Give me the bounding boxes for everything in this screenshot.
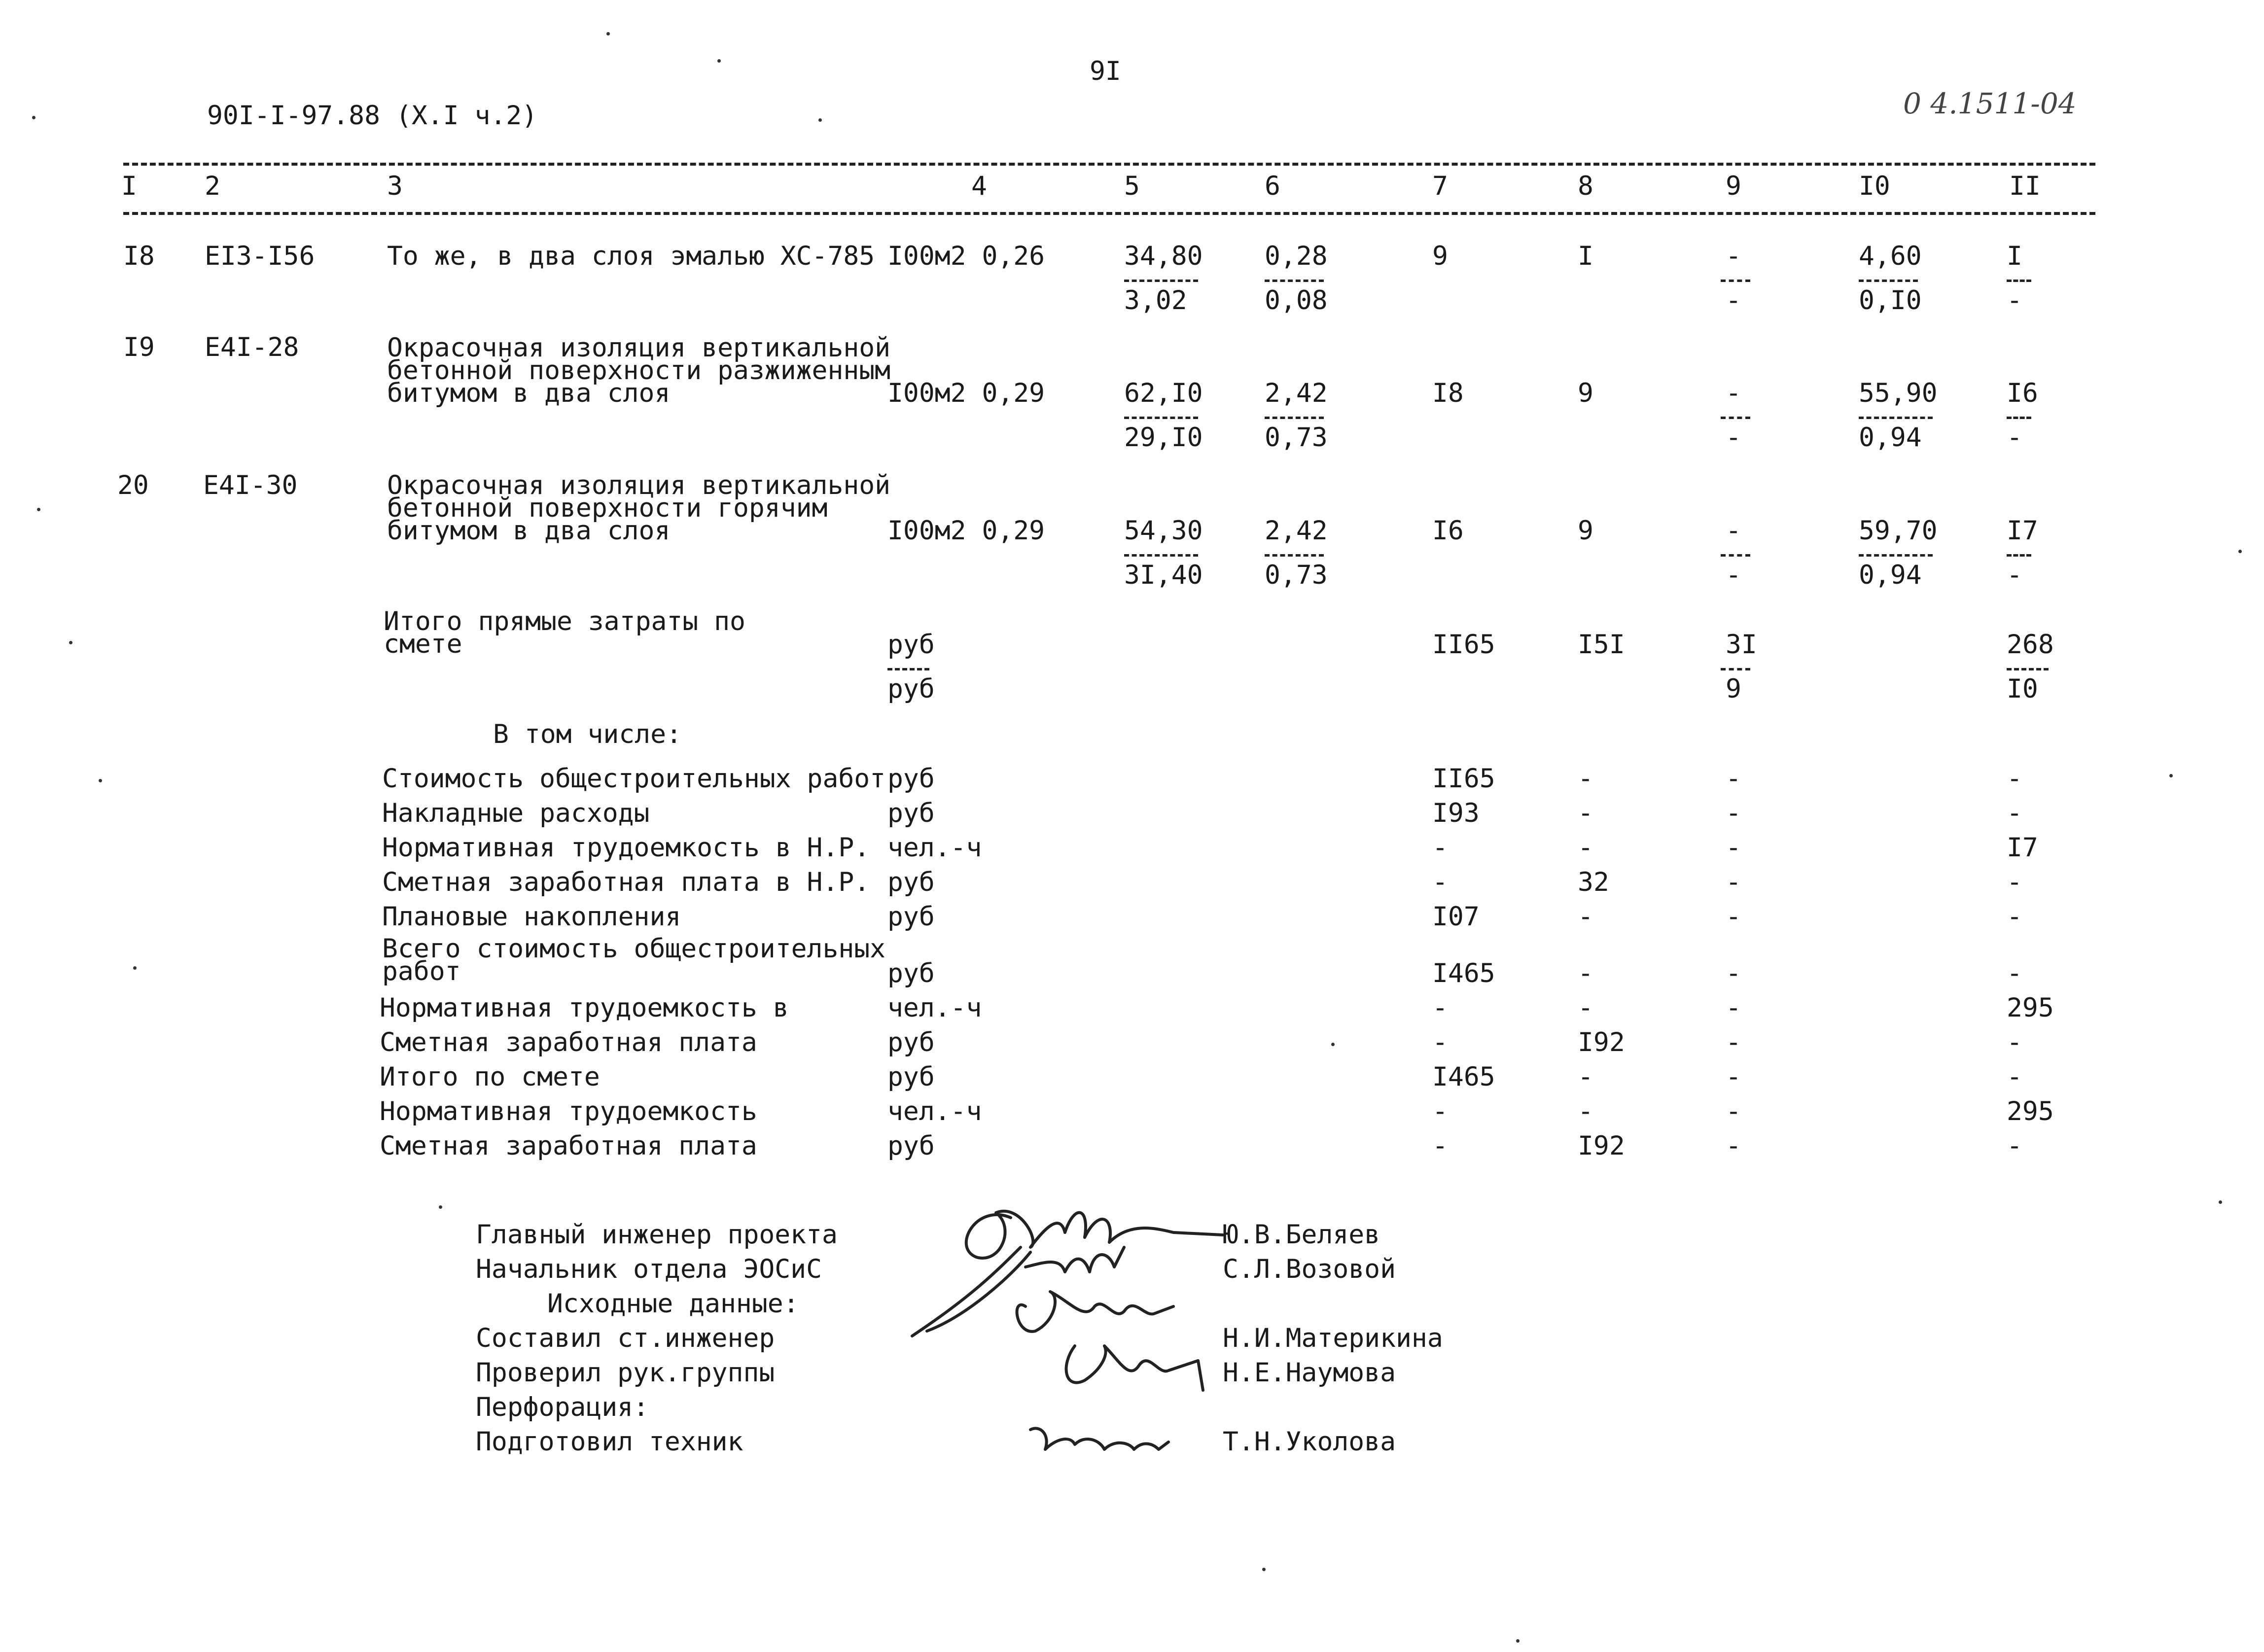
signatory-name: Н.Е.Наумова — [1223, 1358, 1396, 1388]
signatory-role: Перфорация: — [476, 1392, 649, 1422]
fraction-line — [1124, 417, 1198, 419]
summary-col7: - — [1432, 1131, 1448, 1161]
col11-value: I6 — [2007, 378, 2038, 408]
col-header-8: 8 — [1578, 171, 1593, 201]
fraction-line — [1859, 417, 1933, 419]
col10-subvalue: 0,94 — [1859, 560, 1922, 590]
summary-col11: I7 — [2007, 833, 2038, 863]
summary-col11: - — [2007, 1062, 2022, 1092]
total-col7: II65 — [1432, 630, 1495, 660]
handwritten-signatures — [897, 1173, 1430, 1479]
col10-subvalue: 0,I0 — [1859, 285, 1922, 316]
total-col11: 268 — [2007, 630, 2054, 660]
summary-col11: 295 — [2007, 1096, 2054, 1126]
summary-col11: - — [2007, 764, 2022, 794]
summary-label: Итого по смете — [380, 1062, 600, 1092]
col11-subvalue: - — [2007, 560, 2022, 590]
signature-materikina — [1017, 1292, 1173, 1332]
fraction-line — [1721, 554, 1750, 557]
unit-quantity: I00м2 0,26 — [887, 241, 1045, 271]
summary-col9: - — [1726, 1027, 1741, 1057]
summary-unit: руб — [887, 902, 935, 932]
summary-unit: руб — [887, 764, 935, 794]
scan-speck — [606, 32, 610, 35]
signatory-role: Подготовил техник — [476, 1427, 743, 1457]
summary-unit: руб — [887, 867, 935, 897]
summary-col7: I93 — [1432, 798, 1480, 828]
work-description: Окрасочная изоляция вертикальной бетонной поверхности разжиженным битумом в два слоя — [387, 333, 891, 408]
col9-value: - — [1726, 378, 1741, 408]
summary-unit: руб — [887, 958, 935, 988]
row-number: 20 — [117, 470, 149, 500]
signatory-role: Составил ст.инженер — [476, 1323, 775, 1353]
summary-label: Стоимость общестроительных работ — [382, 764, 886, 794]
summary-label: Всего стоимость общестроительных работ — [382, 934, 886, 986]
fraction-line — [1721, 417, 1750, 419]
summary-col8: - — [1578, 993, 1593, 1023]
summary-unit: руб — [887, 1062, 935, 1092]
summary-col7: II65 — [1432, 764, 1495, 794]
summary-label: Сметная заработная плата — [380, 1027, 757, 1057]
signatory-name: Т.Н.Уколова — [1223, 1427, 1396, 1457]
summary-col9: - — [1726, 1062, 1741, 1092]
summary-col7: - — [1432, 867, 1448, 897]
rate-code: E4I-30 — [203, 470, 298, 500]
summary-col9: - — [1726, 958, 1741, 988]
fraction-line — [1859, 280, 1918, 282]
scan-speck — [37, 508, 40, 511]
summary-col7: - — [1432, 1096, 1448, 1126]
summary-col11: 295 — [2007, 993, 2054, 1023]
summary-unit: чел.-ч — [887, 993, 982, 1023]
col7-value: I6 — [1432, 516, 1464, 546]
col11-subvalue: - — [2007, 285, 2022, 316]
summary-col8: - — [1578, 902, 1593, 932]
summary-label: Нормативная трудоемкость в Н.Р. — [382, 833, 870, 863]
signatory-name: С.Л.Возовой — [1223, 1254, 1396, 1284]
unit-quantity: I00м2 0,29 — [887, 516, 1045, 546]
summary-col8: - — [1578, 1062, 1593, 1092]
summary-col8: I92 — [1578, 1131, 1625, 1161]
fraction-line — [1265, 280, 1324, 282]
col-header-11: II — [2009, 171, 2041, 201]
fraction-line — [1124, 554, 1198, 557]
col-header-4: 4 — [971, 171, 987, 201]
col-header-1: I — [121, 171, 137, 201]
col5-subvalue: 29,I0 — [1124, 422, 1203, 453]
rate-code: EI3-I56 — [205, 241, 315, 271]
scan-speck — [1331, 1043, 1335, 1046]
including-heading: В том числе: — [493, 719, 682, 749]
summary-unit: руб — [887, 1131, 935, 1161]
summary-col9: - — [1726, 1096, 1741, 1126]
summary-label: Нормативная трудоемкость — [380, 1096, 757, 1126]
total-unit: руб — [887, 630, 935, 660]
col5-value: 34,80 — [1124, 241, 1203, 271]
col-header-3: 3 — [387, 171, 403, 201]
signatory-name: Н.И.Материкина — [1223, 1323, 1443, 1353]
summary-unit: руб — [887, 1027, 935, 1057]
unit-quantity: I00м2 0,29 — [887, 378, 1045, 408]
col10-subvalue: 0,94 — [1859, 422, 1922, 453]
scan-speck — [69, 641, 72, 644]
summary-col9: - — [1726, 993, 1741, 1023]
scan-speck — [99, 779, 102, 782]
scan-speck — [32, 116, 35, 119]
work-description: Окрасочная изоляция вертикальной бетонной поверхности горячим битумом в два слоя — [387, 470, 891, 546]
summary-col7: - — [1432, 833, 1448, 863]
signatory-role: Главный инженер проекта — [476, 1220, 838, 1250]
col-header-2: 2 — [205, 171, 220, 201]
document-code: 90I-I-97.88 (X.I ч.2) — [207, 101, 538, 131]
fraction-line — [1859, 554, 1933, 557]
col8-value: 9 — [1578, 378, 1593, 408]
col-header-6: 6 — [1265, 171, 1280, 201]
col6-value: 0,28 — [1265, 241, 1328, 271]
col9-value: - — [1726, 516, 1741, 546]
summary-col9: - — [1726, 867, 1741, 897]
summary-col11: - — [2007, 1027, 2022, 1057]
col6-subvalue: 0,08 — [1265, 285, 1328, 316]
col-header-9: 9 — [1726, 171, 1741, 201]
total-col9-sub: 9 — [1726, 674, 1741, 704]
fraction-line — [1721, 668, 1750, 670]
signatory-role: Проверил рук.группы — [476, 1358, 775, 1388]
summary-col11: - — [2007, 958, 2022, 988]
summary-col9: - — [1726, 764, 1741, 794]
scan-speck — [2238, 550, 2242, 553]
summary-label: Нормативная трудоемкость в — [380, 993, 789, 1023]
col7-value: I8 — [1432, 378, 1464, 408]
col5-subvalue: 3,02 — [1124, 285, 1187, 316]
summary-unit: руб — [887, 798, 935, 828]
signature-belyaev — [966, 1211, 1223, 1258]
summary-col7: - — [1432, 1027, 1448, 1057]
work-description: То же, в два слоя эмалью ХС-785 — [387, 241, 875, 271]
scan-speck — [439, 1205, 442, 1209]
summary-col8: I92 — [1578, 1027, 1625, 1057]
summary-label: Сметная заработная плата — [380, 1131, 757, 1161]
col9-subvalue: - — [1726, 422, 1741, 453]
handwritten-registration-mark: 0 4.1511-04 — [1903, 87, 2077, 120]
col8-value: 9 — [1578, 516, 1593, 546]
scan-speck — [1516, 1639, 1520, 1643]
fraction-line — [1124, 280, 1198, 282]
col9-subvalue: - — [1726, 560, 1741, 590]
col10-value: 4,60 — [1859, 241, 1922, 271]
summary-label: Плановые накопления — [382, 902, 681, 932]
summary-label: Сметная заработная плата в Н.Р. — [382, 867, 870, 897]
col8-value: I — [1578, 241, 1593, 271]
col5-value: 54,30 — [1124, 516, 1203, 546]
col-header-7: 7 — [1432, 171, 1448, 201]
fraction-line — [2007, 668, 2049, 670]
col11-value: I — [2007, 241, 2022, 271]
scan-speck — [818, 118, 822, 122]
signatory-role: Начальник отдела ЭОСиС — [476, 1254, 822, 1284]
fraction-line — [2007, 417, 2031, 419]
col11-value: I7 — [2007, 516, 2038, 546]
total-unit-sub: руб — [887, 674, 935, 704]
scan-speck — [2169, 774, 2173, 777]
fraction-line — [1265, 417, 1324, 419]
col-header-5: 5 — [1124, 171, 1140, 201]
header-rule-top — [123, 163, 2095, 166]
summary-col7: I07 — [1432, 902, 1480, 932]
scan-speck — [2219, 1200, 2222, 1204]
total-col11-sub: I0 — [2007, 674, 2038, 704]
summary-col9: - — [1726, 1131, 1741, 1161]
fraction-line — [887, 668, 929, 670]
total-col8: I5I — [1578, 630, 1625, 660]
summary-col8: - — [1578, 798, 1593, 828]
summary-col11: - — [2007, 798, 2022, 828]
page-number: 9I — [1090, 56, 1121, 86]
summary-col8: - — [1578, 833, 1593, 863]
summary-col7: I465 — [1432, 1062, 1495, 1092]
summary-col8: - — [1578, 958, 1593, 988]
summary-unit: чел.-ч — [887, 1096, 982, 1126]
col6-subvalue: 0,73 — [1265, 560, 1328, 590]
fraction-line — [2007, 554, 2031, 557]
col10-value: 55,90 — [1859, 378, 1938, 408]
col5-value: 62,I0 — [1124, 378, 1203, 408]
scan-speck — [717, 59, 721, 63]
signatory-role: Исходные данные: — [547, 1289, 799, 1319]
row-number: I9 — [123, 332, 155, 362]
col10-value: 59,70 — [1859, 516, 1938, 546]
col6-value: 2,42 — [1265, 378, 1328, 408]
fraction-line — [1265, 554, 1324, 557]
summary-col11: - — [2007, 867, 2022, 897]
scan-speck — [133, 966, 137, 970]
col7-value: 9 — [1432, 241, 1448, 271]
col-header-10: I0 — [1859, 171, 1890, 201]
summary-col8: - — [1578, 764, 1593, 794]
col9-value: - — [1726, 241, 1741, 271]
signatory-name: Ю.В.Беляев — [1223, 1220, 1380, 1250]
summary-col7: I465 — [1432, 958, 1495, 988]
summary-col9: - — [1726, 833, 1741, 863]
col9-subvalue: - — [1726, 285, 1741, 316]
summary-col7: - — [1432, 993, 1448, 1023]
summary-unit: чел.-ч — [887, 833, 982, 863]
summary-col8: - — [1578, 1096, 1593, 1126]
col11-subvalue: - — [2007, 422, 2022, 453]
summary-col9: - — [1726, 798, 1741, 828]
col6-value: 2,42 — [1265, 516, 1328, 546]
fraction-line — [2007, 280, 2031, 282]
summary-col8: 32 — [1578, 867, 1609, 897]
summary-col11: - — [2007, 902, 2022, 932]
col6-subvalue: 0,73 — [1265, 422, 1328, 453]
header-rule-bottom — [123, 212, 2095, 215]
rate-code: E4I-28 — [205, 332, 299, 362]
summary-col11: - — [2007, 1131, 2022, 1161]
row-number: I8 — [123, 241, 155, 271]
col5-subvalue: 3I,40 — [1124, 560, 1203, 590]
summary-label: Накладные расходы — [382, 798, 650, 828]
fraction-line — [1721, 280, 1750, 282]
total-col9: 3I — [1726, 630, 1757, 660]
scan-speck — [1262, 1568, 1266, 1571]
summary-col9: - — [1726, 902, 1741, 932]
signature-naumova — [1066, 1346, 1203, 1390]
total-direct-label: Итого прямые затраты по смете — [384, 606, 745, 659]
signature-ukolova — [1030, 1428, 1168, 1449]
